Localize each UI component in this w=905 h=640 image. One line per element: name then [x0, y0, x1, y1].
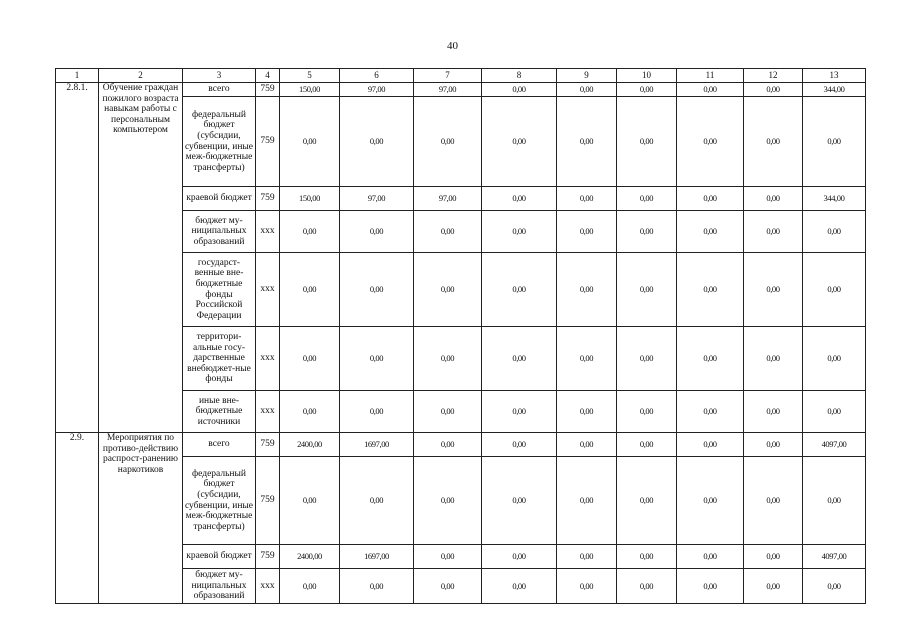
header-row [56, 69, 866, 83]
amount-cell: 0,00 [617, 187, 677, 211]
funding-source: территори-альные госу-дарственные внебюджет-ные фонды [183, 327, 256, 391]
amount-cell: 0,00 [414, 457, 482, 545]
amount-cell: 0,00 [482, 83, 557, 97]
amount-cell: 0,00 [482, 391, 557, 433]
column-header: 12 [744, 69, 803, 83]
item-name: Мероприятия по противо-действию распрост-ранению наркотиков [99, 433, 183, 604]
column-header: 1 [56, 69, 99, 83]
amount-cell: 0,00 [280, 211, 340, 253]
amount-cell: 0,00 [677, 327, 744, 391]
amount-cell: 0,00 [617, 211, 677, 253]
column-header: 2 [99, 69, 183, 83]
amount-cell: 0,00 [414, 211, 482, 253]
amount-cell: 0,00 [803, 253, 866, 327]
funding-source: бюджет му-ниципальных образований [183, 211, 256, 253]
amount-cell: 0,00 [414, 545, 482, 569]
amount-cell: 0,00 [557, 187, 617, 211]
amount-cell: 0,00 [617, 327, 677, 391]
budget-code: 759 [256, 433, 280, 457]
amount-cell: 0,00 [557, 457, 617, 545]
budget-code: 759 [256, 97, 280, 187]
amount-cell: 2400,00 [280, 545, 340, 569]
amount-cell: 97,00 [340, 187, 414, 211]
item-name: Обучение граждан пожилого возраста навыкам работы с персональным компьютером [99, 83, 183, 433]
amount-cell: 0,00 [340, 97, 414, 187]
amount-cell: 97,00 [414, 83, 482, 97]
column-header: 5 [280, 69, 340, 83]
amount-cell: 0,00 [677, 211, 744, 253]
amount-cell: 0,00 [744, 391, 803, 433]
column-header: 7 [414, 69, 482, 83]
amount-cell: 0,00 [280, 391, 340, 433]
funding-source: федеральный бюджет (субсидии, субвенции, иные меж-бюджетные трансферты) [183, 457, 256, 545]
column-header: 9 [557, 69, 617, 83]
amount-cell: 0,00 [340, 457, 414, 545]
amount-cell: 0,00 [557, 545, 617, 569]
amount-cell: 0,00 [557, 83, 617, 97]
amount-cell: 0,00 [744, 187, 803, 211]
column-header: 4 [256, 69, 280, 83]
amount-cell: 0,00 [677, 97, 744, 187]
table-row [56, 433, 866, 457]
amount-cell: 0,00 [414, 433, 482, 457]
amount-cell: 0,00 [482, 187, 557, 211]
amount-cell: 0,00 [482, 569, 557, 604]
amount-cell: 0,00 [677, 545, 744, 569]
amount-cell: 0,00 [617, 391, 677, 433]
budget-code: 759 [256, 545, 280, 569]
amount-cell: 0,00 [744, 97, 803, 187]
amount-cell: 0,00 [803, 211, 866, 253]
amount-cell: 0,00 [617, 569, 677, 604]
amount-cell: 0,00 [677, 433, 744, 457]
budget-code: ххх [256, 327, 280, 391]
amount-cell: 0,00 [340, 391, 414, 433]
amount-cell: 0,00 [617, 83, 677, 97]
amount-cell: 0,00 [744, 327, 803, 391]
amount-cell: 0,00 [280, 327, 340, 391]
amount-cell: 0,00 [482, 253, 557, 327]
amount-cell: 0,00 [803, 327, 866, 391]
budget-code: 759 [256, 457, 280, 545]
item-code: 2.8.1. [56, 83, 99, 433]
amount-cell: 0,00 [340, 327, 414, 391]
table-body [56, 83, 866, 604]
amount-cell: 0,00 [803, 569, 866, 604]
amount-cell: 0,00 [557, 253, 617, 327]
amount-cell: 0,00 [482, 433, 557, 457]
budget-code: ххх [256, 211, 280, 253]
table-row [56, 83, 866, 97]
amount-cell: 0,00 [557, 569, 617, 604]
amount-cell: 0,00 [340, 211, 414, 253]
amount-cell: 0,00 [744, 211, 803, 253]
amount-cell: 0,00 [414, 391, 482, 433]
amount-cell: 0,00 [744, 545, 803, 569]
amount-cell: 0,00 [414, 569, 482, 604]
amount-cell: 0,00 [744, 457, 803, 545]
amount-cell: 0,00 [677, 391, 744, 433]
amount-cell: 97,00 [340, 83, 414, 97]
amount-cell: 0,00 [482, 545, 557, 569]
amount-cell: 0,00 [617, 545, 677, 569]
column-header: 11 [677, 69, 744, 83]
amount-cell: 344,00 [803, 187, 866, 211]
funding-source: государст-венные вне-бюджетные фонды Российской Федерации [183, 253, 256, 327]
column-header: 6 [340, 69, 414, 83]
amount-cell: 0,00 [414, 327, 482, 391]
amount-cell: 0,00 [744, 433, 803, 457]
amount-cell: 0,00 [744, 569, 803, 604]
amount-cell: 0,00 [617, 97, 677, 187]
amount-cell: 0,00 [557, 211, 617, 253]
amount-cell: 0,00 [803, 97, 866, 187]
amount-cell: 0,00 [482, 457, 557, 545]
budget-code: 759 [256, 187, 280, 211]
amount-cell: 4097,00 [803, 433, 866, 457]
amount-cell: 0,00 [280, 253, 340, 327]
amount-cell: 2400,00 [280, 433, 340, 457]
budget-table [55, 68, 866, 604]
funding-source: иные вне-бюджетные источники [183, 391, 256, 433]
amount-cell: 1697,00 [340, 433, 414, 457]
amount-cell: 0,00 [677, 457, 744, 545]
amount-cell: 0,00 [803, 457, 866, 545]
amount-cell: 0,00 [677, 83, 744, 97]
amount-cell: 4097,00 [803, 545, 866, 569]
page-number: 40 [447, 40, 458, 52]
amount-cell: 0,00 [280, 569, 340, 604]
funding-source: краевой бюджет [183, 545, 256, 569]
amount-cell: 0,00 [482, 327, 557, 391]
amount-cell: 0,00 [557, 433, 617, 457]
amount-cell: 0,00 [617, 253, 677, 327]
amount-cell: 0,00 [744, 83, 803, 97]
funding-source: бюджет му-ниципальных образований [183, 569, 256, 604]
amount-cell: 0,00 [557, 327, 617, 391]
amount-cell: 0,00 [340, 253, 414, 327]
amount-cell: 0,00 [744, 253, 803, 327]
amount-cell: 0,00 [482, 97, 557, 187]
amount-cell: 0,00 [280, 97, 340, 187]
amount-cell: 1697,00 [340, 545, 414, 569]
amount-cell: 0,00 [557, 97, 617, 187]
budget-code: 759 [256, 83, 280, 97]
funding-source: всего [183, 83, 256, 97]
amount-cell: 0,00 [414, 97, 482, 187]
column-header: 8 [482, 69, 557, 83]
amount-cell: 0,00 [280, 457, 340, 545]
amount-cell: 0,00 [677, 253, 744, 327]
amount-cell: 0,00 [617, 433, 677, 457]
funding-source: краевой бюджет [183, 187, 256, 211]
amount-cell: 0,00 [482, 211, 557, 253]
funding-source: федеральный бюджет (субсидии, субвенции, иные меж-бюджетные трансферты) [183, 97, 256, 187]
item-code: 2.9. [56, 433, 99, 604]
amount-cell: 0,00 [557, 391, 617, 433]
amount-cell: 0,00 [617, 457, 677, 545]
amount-cell: 0,00 [677, 187, 744, 211]
column-header: 10 [617, 69, 677, 83]
column-header: 3 [183, 69, 256, 83]
amount-cell: 0,00 [414, 253, 482, 327]
amount-cell: 0,00 [803, 391, 866, 433]
column-header: 13 [803, 69, 866, 83]
amount-cell: 0,00 [340, 569, 414, 604]
amount-cell: 97,00 [414, 187, 482, 211]
amount-cell: 0,00 [677, 569, 744, 604]
budget-code: ххх [256, 569, 280, 604]
amount-cell: 150,00 [280, 187, 340, 211]
funding-source: всего [183, 433, 256, 457]
amount-cell: 150,00 [280, 83, 340, 97]
amount-cell: 344,00 [803, 83, 866, 97]
budget-code: ххх [256, 253, 280, 327]
budget-code: ххх [256, 391, 280, 433]
